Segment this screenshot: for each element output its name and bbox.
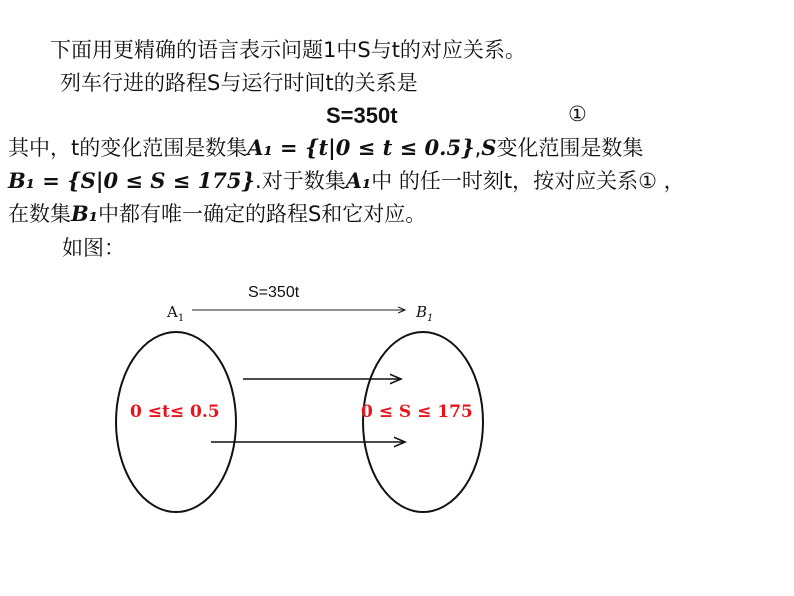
domain-text-comma: , [474,136,482,160]
arrow-label [248,283,299,303]
set-b-range [361,401,473,423]
set-a-range [130,401,220,423]
set-a-definition: A₁ = {t|0 ≤ t ≤ 0.5} [247,135,475,160]
domain-s-var: S [481,135,497,160]
set-b-label [416,302,433,329]
set-b-subscript: 1 [427,313,434,324]
unique-text-a: 在数集 [8,202,71,226]
set-b-definition: B₁ = {S|0 ≤ S ≤ 175} [8,168,256,193]
intro-text: 下面用更精确的语言表示问题1中S与t的对应关系。 [50,38,526,62]
formula-marker-text: ① [568,102,587,126]
unique-set-b-name: B₁ [71,201,98,226]
domain-text-a: 其中，t的变化范围是数集 [8,136,248,160]
set-a-subscript: 1 [177,313,185,324]
set-a-letter: A [167,303,178,321]
relation-text: 列车行进的路程S与运行时间t的关系是 [60,71,418,95]
domain-text-c: 变化范围是数集 [496,136,644,160]
range-set-a-name: A₁ [345,168,372,193]
set-b-range-text: 0 ≤ S ≤ 175 [361,402,473,422]
figure-caption-text: 如图： [62,236,125,260]
formula-text: S=350t [326,103,398,128]
range-text-b: 中 的任一时刻t，按对应关系① ， [371,169,685,193]
range-text-a: .对于数集 [255,169,346,193]
set-a-range-text: 0 ≤t≤ 0.5 [130,402,220,422]
set-b-letter: B [416,303,428,321]
arrow-label-text: S=350t [248,284,300,301]
unique-text-b: 中都有唯一确定的路程S和它对应。 [97,202,427,226]
set-a-label [167,302,184,329]
